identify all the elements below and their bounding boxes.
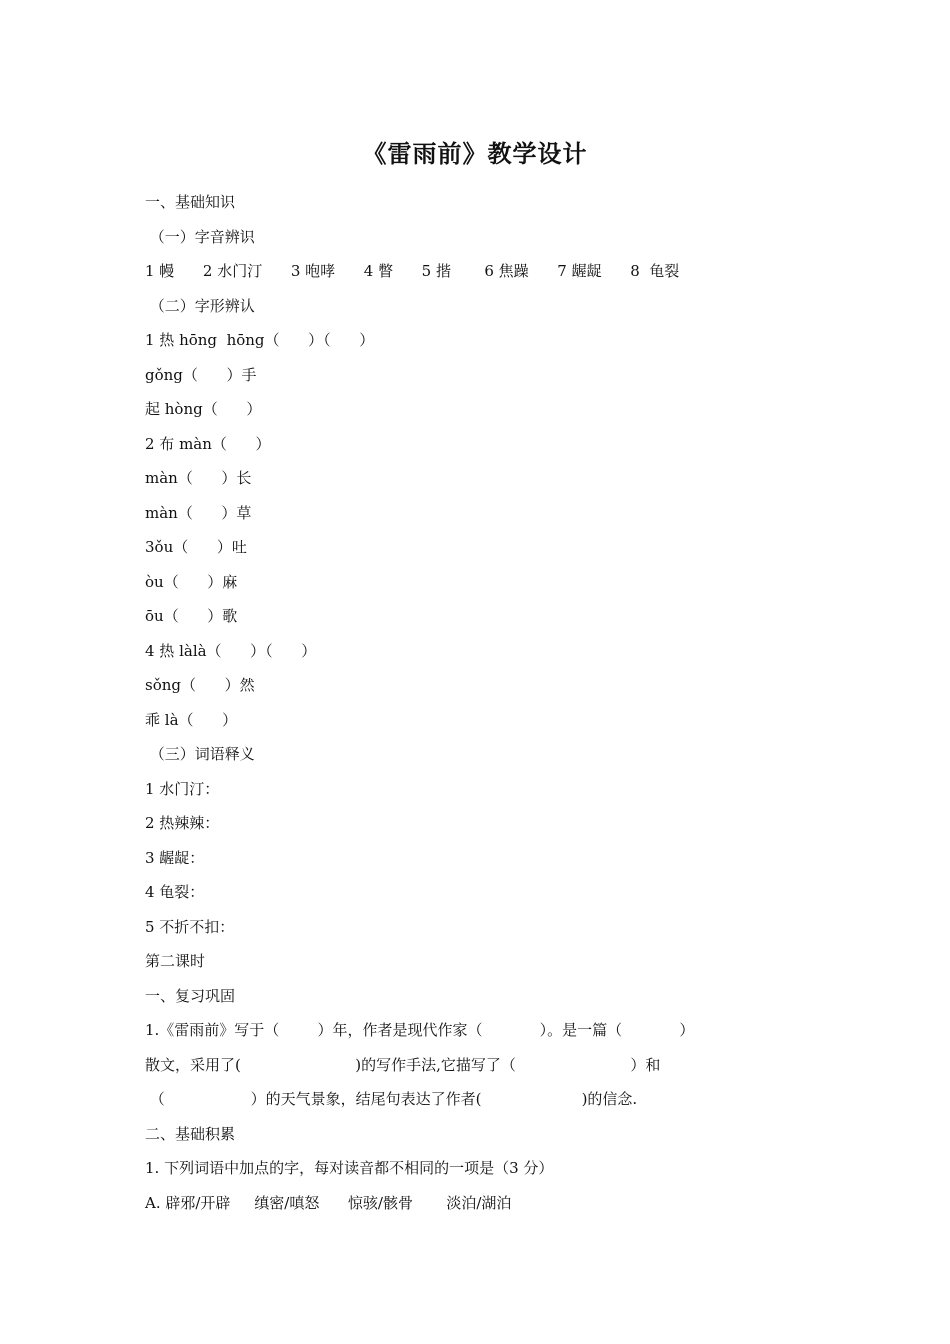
exercise-line: sǒng（ ）然 [145, 676, 255, 694]
document-title: 《雷雨前》教学设计 [362, 139, 588, 168]
review-question-line: （ ）的天气景象，结尾句表达了作者( )的信念. [145, 1090, 638, 1108]
section-heading-review: 一、复习巩固 [145, 986, 236, 1005]
exercise-line: màn（ ）草 [145, 503, 252, 522]
exercise-line: 1 热 hōng hōng（ ）（ ） [145, 331, 375, 349]
subsection-pronunciation: （一）字音辨识 [145, 227, 255, 246]
exercise-line: 4 热 làlà（ ）（ ） [145, 641, 317, 660]
section-heading-accumulation: 二、基础积累 [145, 1124, 236, 1143]
word-meaning-item: 1 水门汀： [145, 779, 220, 798]
section-heading-basic-knowledge: 一、基础知识 [145, 193, 236, 211]
subsection-character-form: （二）字形辨认 [145, 296, 255, 315]
document-body [145, 189, 825, 1224]
answer-option-a: A. 辟邪/开辟 缜密/嗔怒 惊骇/骸骨 淡泊/湖泊 [145, 1193, 512, 1212]
exercise-line: 乖 là（ ） [145, 710, 238, 729]
exercise-line: 起 hòng（ ） [145, 400, 262, 418]
pronunciation-items: 1 幔 2 水门汀 3 咆哮 4 瞥 5 揩 6 焦躁 7 龌龊 8 龟裂 [145, 262, 680, 280]
word-meaning-item: 2 热辣辣： [145, 814, 220, 832]
word-meaning-item: 3 龌龊： [145, 848, 205, 867]
word-meaning-item: 4 龟裂： [145, 883, 205, 901]
subsection-word-meaning: （三）词语释义 [145, 745, 255, 763]
question-stem: 1. 下列词语中加点的字，每对读音都不相同的一项是（3 分） [145, 1159, 554, 1177]
exercise-line: màn（ ）长 [145, 469, 252, 487]
exercise-line: gǒng（ ）手 [145, 365, 257, 384]
review-question-line: 散文，采用了( )的写作手法,它描写了（ ）和 [145, 1055, 661, 1074]
exercise-line: òu（ ）麻 [145, 572, 238, 591]
exercise-line: ōu（ ）歌 [145, 607, 238, 625]
review-question-line: 1.《雷雨前》写于（ ）年，作者是现代作家（ ）。是一篇（ ） [145, 1021, 695, 1039]
exercise-line: 2 布 màn（ ） [145, 434, 271, 453]
word-meaning-item: 5 不折不扣： [145, 917, 235, 936]
exercise-line: 3ǒu（ ）吐 [145, 538, 247, 556]
lesson-heading-second: 第二课时 [145, 952, 206, 970]
